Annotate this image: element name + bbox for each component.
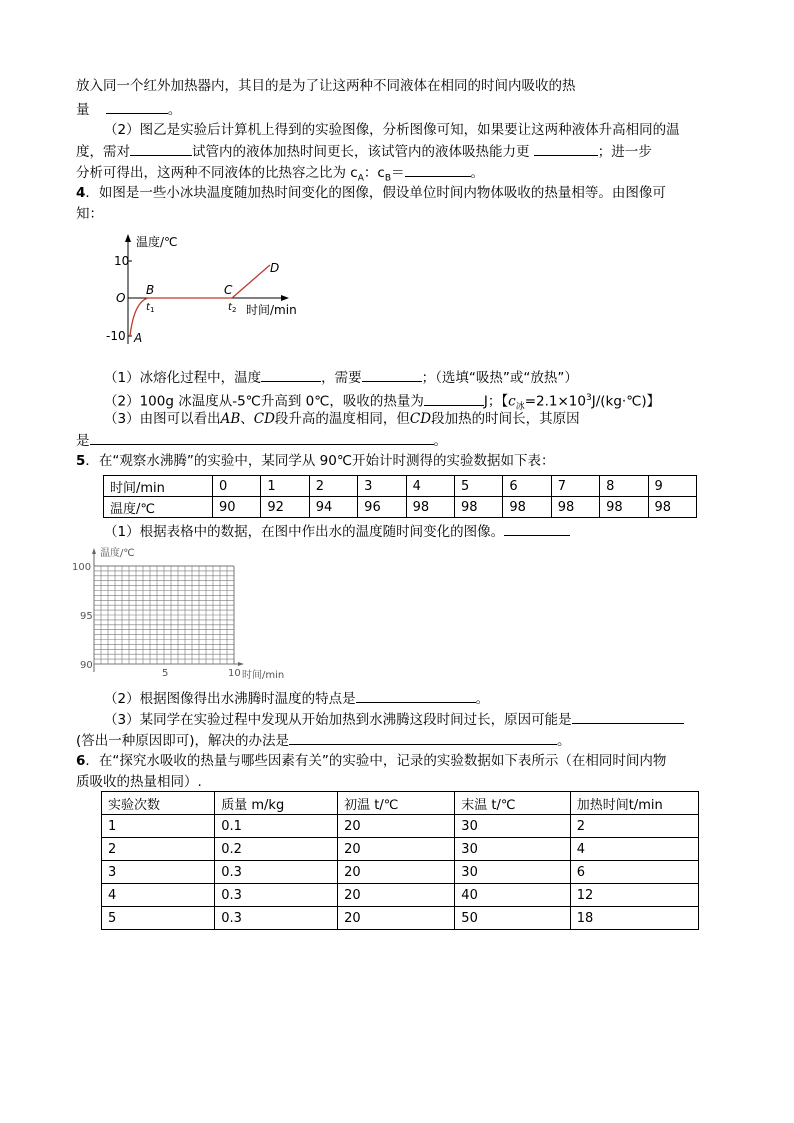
x-axis-arrow xyxy=(281,295,289,301)
table-cell: 98 xyxy=(454,497,502,518)
table-header-cell: 末温 t/℃ xyxy=(455,792,570,815)
table-cell: 20 xyxy=(338,884,455,907)
table-row xyxy=(102,861,699,884)
question-5-sub2 xyxy=(104,689,489,708)
answer-blank[interactable] xyxy=(424,392,484,406)
table-cell: 20 xyxy=(338,861,455,884)
question-4-sub3-cont xyxy=(76,431,447,450)
question-4-line: 知： xyxy=(76,206,103,222)
y-tick-label: -10 xyxy=(106,329,126,343)
table-row xyxy=(102,815,699,838)
text: ．在“探究水吸收的热量与哪些因素有关”的实验中，记录的实验数据如下表所示（在相同时间内物 xyxy=(85,753,667,769)
y-tick-label: 95 xyxy=(80,611,93,622)
x-axis-label: 时间/min xyxy=(242,670,285,680)
answer-blank[interactable] xyxy=(356,689,476,703)
table-cell: 40 xyxy=(455,884,570,907)
text: 度，需对 xyxy=(76,144,130,160)
text: 。 xyxy=(470,165,485,181)
table-cell: 30 xyxy=(455,838,570,861)
answer-blank[interactable] xyxy=(90,431,434,445)
text: ＝ xyxy=(391,165,405,181)
text: （1）根据表格中的数据，在图中作出水的温度随时间变化的图像。 xyxy=(104,524,505,540)
table-cell: 2 xyxy=(570,815,698,838)
t2-subscript: 2 xyxy=(232,306,237,314)
segment-cd xyxy=(232,265,270,298)
table-cell: 8 xyxy=(600,476,648,497)
table-cell: 1 xyxy=(102,815,215,838)
text: J/(kg·℃)】 xyxy=(591,393,661,410)
y-axis-label: 温度/℃ xyxy=(136,235,178,249)
text: 、 xyxy=(240,411,254,427)
table-cell: 7 xyxy=(551,476,599,497)
question-number: 4 xyxy=(76,185,86,201)
table-cell: 20 xyxy=(338,815,455,838)
table-cell: 98 xyxy=(551,497,599,518)
question-5-sub1 xyxy=(104,522,570,541)
answer-blank[interactable] xyxy=(106,100,168,114)
table-cell: 5 xyxy=(102,907,215,930)
table-header-cell: 实验次数 xyxy=(102,792,215,815)
table-cell: 0.3 xyxy=(215,861,338,884)
question-6-line xyxy=(76,752,666,770)
table-cell: 20 xyxy=(338,838,455,861)
table-cell: 4 xyxy=(102,884,215,907)
table-cell: 90 xyxy=(213,497,261,518)
answer-blank[interactable] xyxy=(504,522,570,536)
table-cell: 4 xyxy=(406,476,454,497)
question-4-line xyxy=(76,184,666,202)
table-header-cell: 质量 m/kg xyxy=(215,792,338,815)
table-cell: 18 xyxy=(570,907,698,930)
grid-lines xyxy=(94,566,234,664)
text: （3）由图可以看出 xyxy=(104,411,221,427)
table-cell: 6 xyxy=(503,476,551,497)
answer-blank[interactable] xyxy=(572,710,684,724)
boiling-data-table xyxy=(103,475,697,518)
subscript: B xyxy=(384,173,392,184)
x-axis-label: 时间/min xyxy=(246,303,297,317)
table-row xyxy=(102,838,699,861)
text: c xyxy=(508,393,516,410)
text: AB xyxy=(220,411,241,427)
table-cell: 98 xyxy=(648,497,696,518)
table-header-cell: 时间/min xyxy=(104,476,213,497)
text: 是 xyxy=(76,433,90,449)
text: ：c xyxy=(363,165,385,181)
table-cell: 0.1 xyxy=(215,815,338,838)
text: （3）某同学在实验过程中发现从开始加热到水沸腾这段时间过长，原因可能是 xyxy=(104,712,572,728)
text: 。 xyxy=(433,433,447,449)
text: ；（选填“吸热”或“放热”） xyxy=(421,370,578,386)
paragraph-line xyxy=(76,142,652,161)
question-number: 6 xyxy=(76,753,86,769)
text: 段升高的温度相同，但 xyxy=(274,411,410,427)
text: 。 xyxy=(167,102,182,118)
text: ，需要 xyxy=(321,370,362,386)
table-cell: 6 xyxy=(570,861,698,884)
question-5-line xyxy=(76,452,555,470)
table-header-row xyxy=(102,792,699,815)
text: 分析可得出，这两种不同液体的比热容之比为 c xyxy=(76,165,358,181)
text: 。 xyxy=(557,733,571,749)
point-b-label: B xyxy=(146,283,155,297)
table-cell: 1 xyxy=(261,476,309,497)
table-cell: 30 xyxy=(455,861,570,884)
text: (答出一种原因即可)，解决的办法是 xyxy=(76,733,290,749)
text: 。 xyxy=(475,691,490,707)
table-cell: 0.3 xyxy=(215,907,338,930)
paragraph-line: 放入同一个红外加热器内，其目的是为了让这两种不同液体在相同的时间内吸收的热 xyxy=(76,78,576,94)
paragraph-line xyxy=(76,100,181,119)
text: CD xyxy=(253,411,275,427)
text: 量 xyxy=(76,102,90,118)
table-cell: 9 xyxy=(648,476,696,497)
table-cell: 5 xyxy=(454,476,502,497)
text: ；进一步 xyxy=(597,144,652,160)
text: （2）根据图像得出水沸腾时温度的特点是 xyxy=(104,691,356,707)
superscript: 3 xyxy=(585,393,592,403)
table-cell: 94 xyxy=(309,497,357,518)
table-cell: 92 xyxy=(261,497,309,518)
text: （1）冰熔化过程中，温度 xyxy=(104,370,262,386)
table-cell: 50 xyxy=(455,907,570,930)
question-4-sub1 xyxy=(104,368,578,387)
answer-blank[interactable] xyxy=(289,731,557,745)
y-axis-arrow xyxy=(92,548,96,554)
ice-melting-graph xyxy=(104,232,314,352)
boiling-grid-graph[interactable] xyxy=(72,544,292,680)
t1-subscript: 1 xyxy=(150,306,155,314)
question-6-line: 质吸收的热量相同）. xyxy=(76,774,202,790)
paragraph-line: （2）图乙是实验后计算机上得到的实验图像，分析图像可知，如果要让这两种液体升高相同的温 xyxy=(104,122,680,138)
origin-label: O xyxy=(116,291,126,305)
subscript: 冰 xyxy=(515,402,525,413)
table-cell: 12 xyxy=(570,884,698,907)
text: 试管内的液体加热时间更长，该试管内的液体吸热能力更 xyxy=(192,144,530,160)
table-row xyxy=(102,907,699,930)
question-5-sub3-cont xyxy=(76,731,571,750)
table-cell: 3 xyxy=(102,861,215,884)
answer-blank[interactable] xyxy=(534,142,598,156)
subscript: A xyxy=(357,173,364,184)
text: ．如图是一些小冰块温度随加热时间变化的图像，假设单位时间内物体吸收的热量相等。由图像可 xyxy=(85,185,666,201)
text: （2）100g 冰温度从-5℃升高到 0℃，吸收的热量为 xyxy=(104,393,424,410)
answer-blank[interactable] xyxy=(362,368,422,382)
question-5-sub3 xyxy=(104,710,684,729)
table-row xyxy=(104,497,697,518)
x-tick-label: 5 xyxy=(162,668,169,679)
answer-blank[interactable] xyxy=(405,163,471,177)
table-row xyxy=(102,884,699,907)
table-cell: 98 xyxy=(406,497,454,518)
answer-blank[interactable] xyxy=(261,368,321,382)
y-axis-arrow xyxy=(125,234,131,242)
table-header-cell: 加热时间t/min xyxy=(570,792,698,815)
question-4-sub3 xyxy=(104,410,580,428)
t2-label: t xyxy=(228,302,232,313)
text: J；【 xyxy=(483,393,509,410)
answer-blank[interactable] xyxy=(130,142,192,156)
text: 段加热的时间长，其原因 xyxy=(431,411,580,427)
table-cell: 2 xyxy=(309,476,357,497)
point-d-label: D xyxy=(270,261,280,275)
table-cell: 20 xyxy=(338,907,455,930)
table-cell: 98 xyxy=(503,497,551,518)
t1-label: t xyxy=(146,302,150,313)
table-header-cell: 初温 t/℃ xyxy=(338,792,455,815)
table-cell: 2 xyxy=(102,838,215,861)
question-number: 5 xyxy=(76,453,86,469)
point-a-label: A xyxy=(134,331,143,345)
heat-absorption-table xyxy=(101,791,699,930)
table-cell: 96 xyxy=(358,497,406,518)
table-cell: 4 xyxy=(570,838,698,861)
table-header-cell: 温度/℃ xyxy=(104,497,213,518)
table-cell: 0.2 xyxy=(215,838,338,861)
y-tick-label: 90 xyxy=(80,660,93,671)
table-cell: 0 xyxy=(213,476,261,497)
point-c-label: C xyxy=(224,283,233,297)
y-tick-label: 100 xyxy=(72,562,92,573)
y-axis-label: 温度/℃ xyxy=(100,548,135,559)
x-tick-label: 10 xyxy=(228,668,241,679)
text: =2.1×10 xyxy=(524,393,586,410)
table-cell: 98 xyxy=(600,497,648,518)
x-axis-arrow xyxy=(238,662,244,666)
table-cell: 30 xyxy=(455,815,570,838)
table-row xyxy=(104,476,697,497)
y-tick-label: 10 xyxy=(114,254,130,268)
text: CD xyxy=(409,411,432,427)
table-cell: 3 xyxy=(358,476,406,497)
table-cell: 0.3 xyxy=(215,884,338,907)
text: ．在“观察水沸腾”的实验中，某同学从 90℃开始计时测得的实验数据如下表： xyxy=(85,453,555,469)
